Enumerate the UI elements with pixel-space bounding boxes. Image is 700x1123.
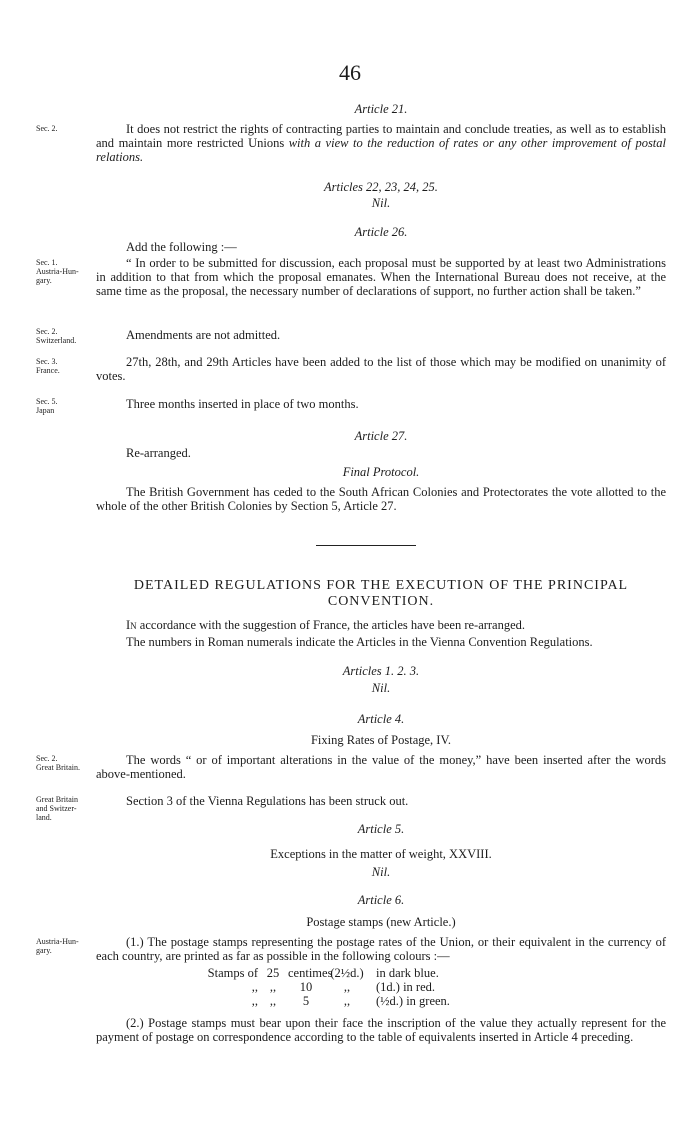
stamp-label: ,, [251, 980, 258, 994]
section-divider [316, 545, 416, 546]
stamp-row [158, 980, 558, 994]
stamp-row [158, 994, 558, 1008]
regulations-intro-2: The numbers in Roman numerals indicate the Articles in the Vienna Convention Regulations. [126, 635, 593, 649]
article-5-subheading: Exceptions in the matter of weight, XXVIII. [270, 847, 492, 861]
article-6-paragraph-1: (1.) The postage stamps representing the postage rates of the Union, or their equivalent in the currency of each country, are printed as far as possible in the following colours :— [96, 935, 666, 963]
stamp-unit: 5 [302, 994, 310, 1008]
margin-note-austria: Sec. 1. Austria-Hun- gary. [36, 258, 79, 285]
stamp-unit: centimes [288, 966, 333, 980]
article-26-add: Add the following :— [126, 240, 237, 254]
margin-note-japan: Sec. 5. Japan [36, 397, 58, 415]
article-26-quote: “ In order to be submitted for discussion, each proposal must be supported by at least two Administrations in addition to that from which the proposal emanates. When the International Bureau does not receive, at the same time as the proposal, the necessary number of declarations of support, no further action shall be taken.” [96, 256, 666, 298]
margin-note-france: Sec. 3. France. [36, 357, 60, 375]
article-26-heading: Article 26. [354, 225, 408, 239]
articles-1-3-nil: Nil. [371, 681, 391, 695]
article-4-subheading: Fixing Rates of Postage, IV. [310, 733, 452, 747]
margin-note-austria-2: Austria-Hun- gary. [36, 937, 79, 955]
article-4-text-1: The words “ or of important alterations in the value of the money,” have been inserted after the words above-mentioned. [96, 753, 666, 781]
stamp-label: ,, [251, 994, 258, 1008]
final-protocol-heading: Final Protocol. [342, 465, 420, 479]
stamp-unit: 10 [299, 980, 313, 994]
stamp-value: 25 [266, 966, 280, 980]
article-21-heading: Article 21. [354, 102, 408, 116]
article-6-paragraph-2: (2.) Postage stamps must bear upon their face the inscription of the value they actually represent for the payment of postage on correspondence according to the table of equivalents inserted in Article 4 preceding. [96, 1016, 666, 1044]
articles-1-3-heading: Articles 1. 2. 3. [342, 664, 420, 678]
article-21-text: It does not restrict the rights of contracting parties to maintain and conclude treaties, as well as to establish and maintain more restricted Unions with a view to the reduction of rates or any other improvement of postal relations. [96, 122, 666, 164]
article-26-japan: Three months inserted in place of two months. [126, 397, 359, 411]
article-4-heading: Article 4. [357, 712, 405, 726]
article-6-heading: Article 6. [357, 893, 405, 907]
article-27-heading: Article 27. [354, 429, 408, 443]
stamp-colour: (1d.) in red. [376, 980, 436, 994]
article-4-text-2: Section 3 of the Vienna Regulations has been struck out. [126, 794, 409, 808]
stamp-colour: (½d.) in green. [376, 994, 450, 1008]
stamp-colour: in dark blue. [376, 966, 439, 980]
article-5-nil: Nil. [371, 865, 391, 879]
stamp-label: Stamps of [207, 966, 258, 980]
stamp-sterling: ,, [343, 994, 351, 1008]
margin-note-switzerland: Sec. 2. Switzerland. [36, 327, 77, 345]
article-6-subheading: Postage stamps (new Article.) [306, 915, 456, 929]
stamp-value: ,, [269, 994, 277, 1008]
stamp-sterling: ,, [343, 980, 351, 994]
margin-note-great-britain: Sec. 2. Great Britain. [36, 754, 80, 772]
margin-note-sec2: Sec. 2. [36, 124, 58, 133]
regulations-title-line-1: DETAILED REGULATIONS FOR THE EXECUTION OF THE PRINCIPAL [133, 578, 629, 593]
regulations-intro: In accordance with the suggestion of France, the articles have been re-arranged. [126, 618, 526, 632]
final-protocol-text: The British Government has ceded to the South African Colonies and Protectorates the vote allotted to the whole of the other British Colonies by Section 5, Article 27. [96, 485, 666, 513]
stamp-row [158, 966, 558, 980]
page-number: 46 [339, 60, 361, 85]
stamp-colour-table [158, 966, 558, 1008]
article-5-heading: Article 5. [357, 822, 405, 836]
article-26-amendments: Amendments are not admitted. [126, 328, 281, 342]
stamp-value: ,, [269, 980, 277, 994]
article-26-france: 27th, 28th, and 29th Articles have been added to the list of those which may be modified on unanimity of votes. [96, 355, 666, 383]
regulations-title-line-2: CONVENTION. [327, 594, 435, 609]
article-27-text: Re-arranged. [126, 446, 191, 460]
stamp-sterling: (2½d.) [330, 966, 364, 980]
margin-note-gb-switzerland: Great Britain and Switzer- land. [36, 795, 78, 822]
articles-22-25-nil: Nil. [371, 196, 391, 210]
articles-22-25-heading: Articles 22, 23, 24, 25. [324, 180, 438, 194]
